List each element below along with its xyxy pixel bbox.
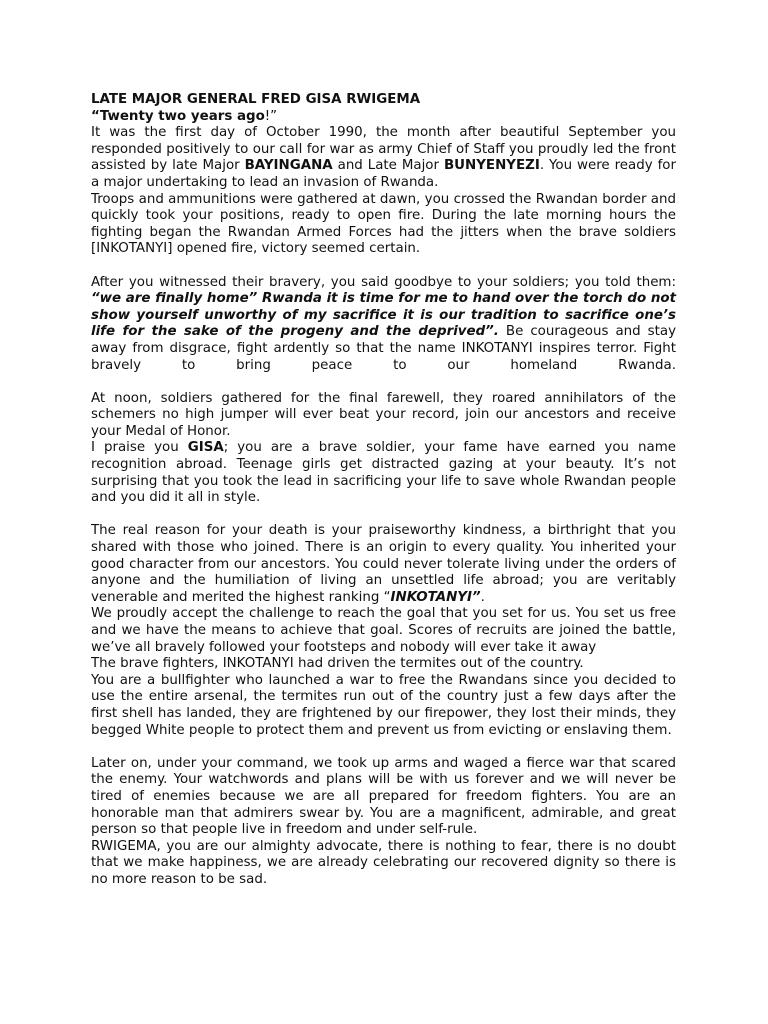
document-subtitle [91, 109, 676, 126]
p1-text-d: . You were ready for a major undertaking to lead an invasion of Rwanda. [91, 158, 676, 190]
paragraph-6 [91, 523, 676, 606]
subtitle-close: !” [264, 108, 278, 124]
paragraph-gap [91, 507, 676, 524]
p6-text-c: . [480, 589, 485, 605]
subtitle-open-quote: “ [91, 108, 100, 124]
paragraph-3 [91, 275, 676, 375]
p1-text-c: and Late Major [332, 158, 444, 174]
p6-inkotanyi: INKOTANYI” [390, 589, 481, 605]
p1-text-a: It was the first day of October 1990, the month after beautiful September you responded positively to our call for war as army Chief of Staff you proudly led the front assisted by late Major [91, 125, 676, 174]
paragraph-5 [91, 440, 676, 506]
paragraph-gap [91, 374, 676, 391]
paragraph-2: Troops and ammunitions were gathered at dawn, you crossed the Rwandan border and quickly took your positions, ready to open fire. During the late morning hours the fighting began the Rwandan Armed Forces had the jitters when the brave soldiers [INKOTANYI] opened fire, victory seemed certain. [91, 191, 676, 257]
paragraph-11: RWIGEMA, you are our almighty advocate, there is nothing to fear, there is no doubt that we make happiness, we are already celebrating our recovered dignity so there is no more reason to be sad. [91, 838, 676, 887]
p5-bold-gisa: GISA [187, 440, 224, 456]
document-title: LATE MAJOR GENERAL FRED GISA RWIGEMA [91, 92, 421, 107]
p3-text-b: Be courageous and stay away from disgrace, fight ardently so that the name INKOTANYI inspires terror. Fight bravely to bring peace to our homeland Rwanda. [91, 324, 676, 373]
paragraph-10: Later on, under your command, we took up arms and waged a fierce war that scared the enemy. Your watchwords and plans will be with us forever and we will never be tired of enemies because we are all prepared for freedom fighters. You are an honorable man that admirers swear by. You are a magnificent, admirable, and great person so that people live in freedom and under self-rule. [91, 755, 676, 838]
p3-text-a: After you witnessed their bravery, you said goodbye to your soldiers; you told them: [91, 274, 676, 290]
paragraph-4: At noon, soldiers gathered for the final farewell, they roared annihilators of the schemers no high jumper will ever beat your record, join our ancestors and receive your Medal of Honor. [91, 390, 676, 439]
paragraph-8: The brave fighters, INKOTANYI had driven the termites out of the country. [91, 656, 584, 672]
p1-bold-bunyenyezi: BUNYENYEZI [443, 158, 540, 174]
paragraph-9: You are a bullfighter who launched a war to free the Rwandans since you decided to use the entire arsenal, the termites run out of the country just a few days after the first shell has landed, they are frightened by our firepower, they lost their minds, they begged White people to protect them and prevent us from evicting or enslaving them. [91, 672, 676, 738]
paragraph-7: We proudly accept the challenge to reach the goal that you set for us. You set us free and we have the means to achieve that goal. Scores of recruits are joined the battle, we’ve all bravely followed your footsteps and nobody will ever take it away [91, 606, 676, 655]
paragraph-gap [91, 258, 676, 275]
p5-text-a: I praise you [91, 440, 188, 456]
p1-bold-bayingana: BAYINGANA [244, 158, 333, 174]
document-page [91, 92, 676, 889]
subtitle-bold: Twenty two years ago [99, 108, 265, 124]
paragraph-gap [91, 739, 676, 756]
paragraph-1 [91, 125, 676, 191]
p3-quote: “we are finally home” Rwanda it is time for me to hand over the torch do not show yourself unworthy of my sacrifice it is our tradition to sacrifice one’s life for the sake of the progeny and the deprived”. [91, 291, 676, 340]
p6-text-a: The real reason for your death is your praiseworthy kindness, a birthright that you shared with those who joined. There is an origin to every quality. You inherited your good character from our ancestors. You could never tolerate living under the orders of anyone and the humiliation of living an unsettled life abroad; you are veritably venerable and merited the highest ranking “ [91, 523, 676, 605]
p5-text-c: ; you are a brave soldier, your fame have earned you name recognition abroad. Teenage girls get distracted gazing at your beauty. It’s not surprising that you took the lead in sacrificing your life to save whole Rwandan people and you did it all in style. [91, 440, 676, 506]
